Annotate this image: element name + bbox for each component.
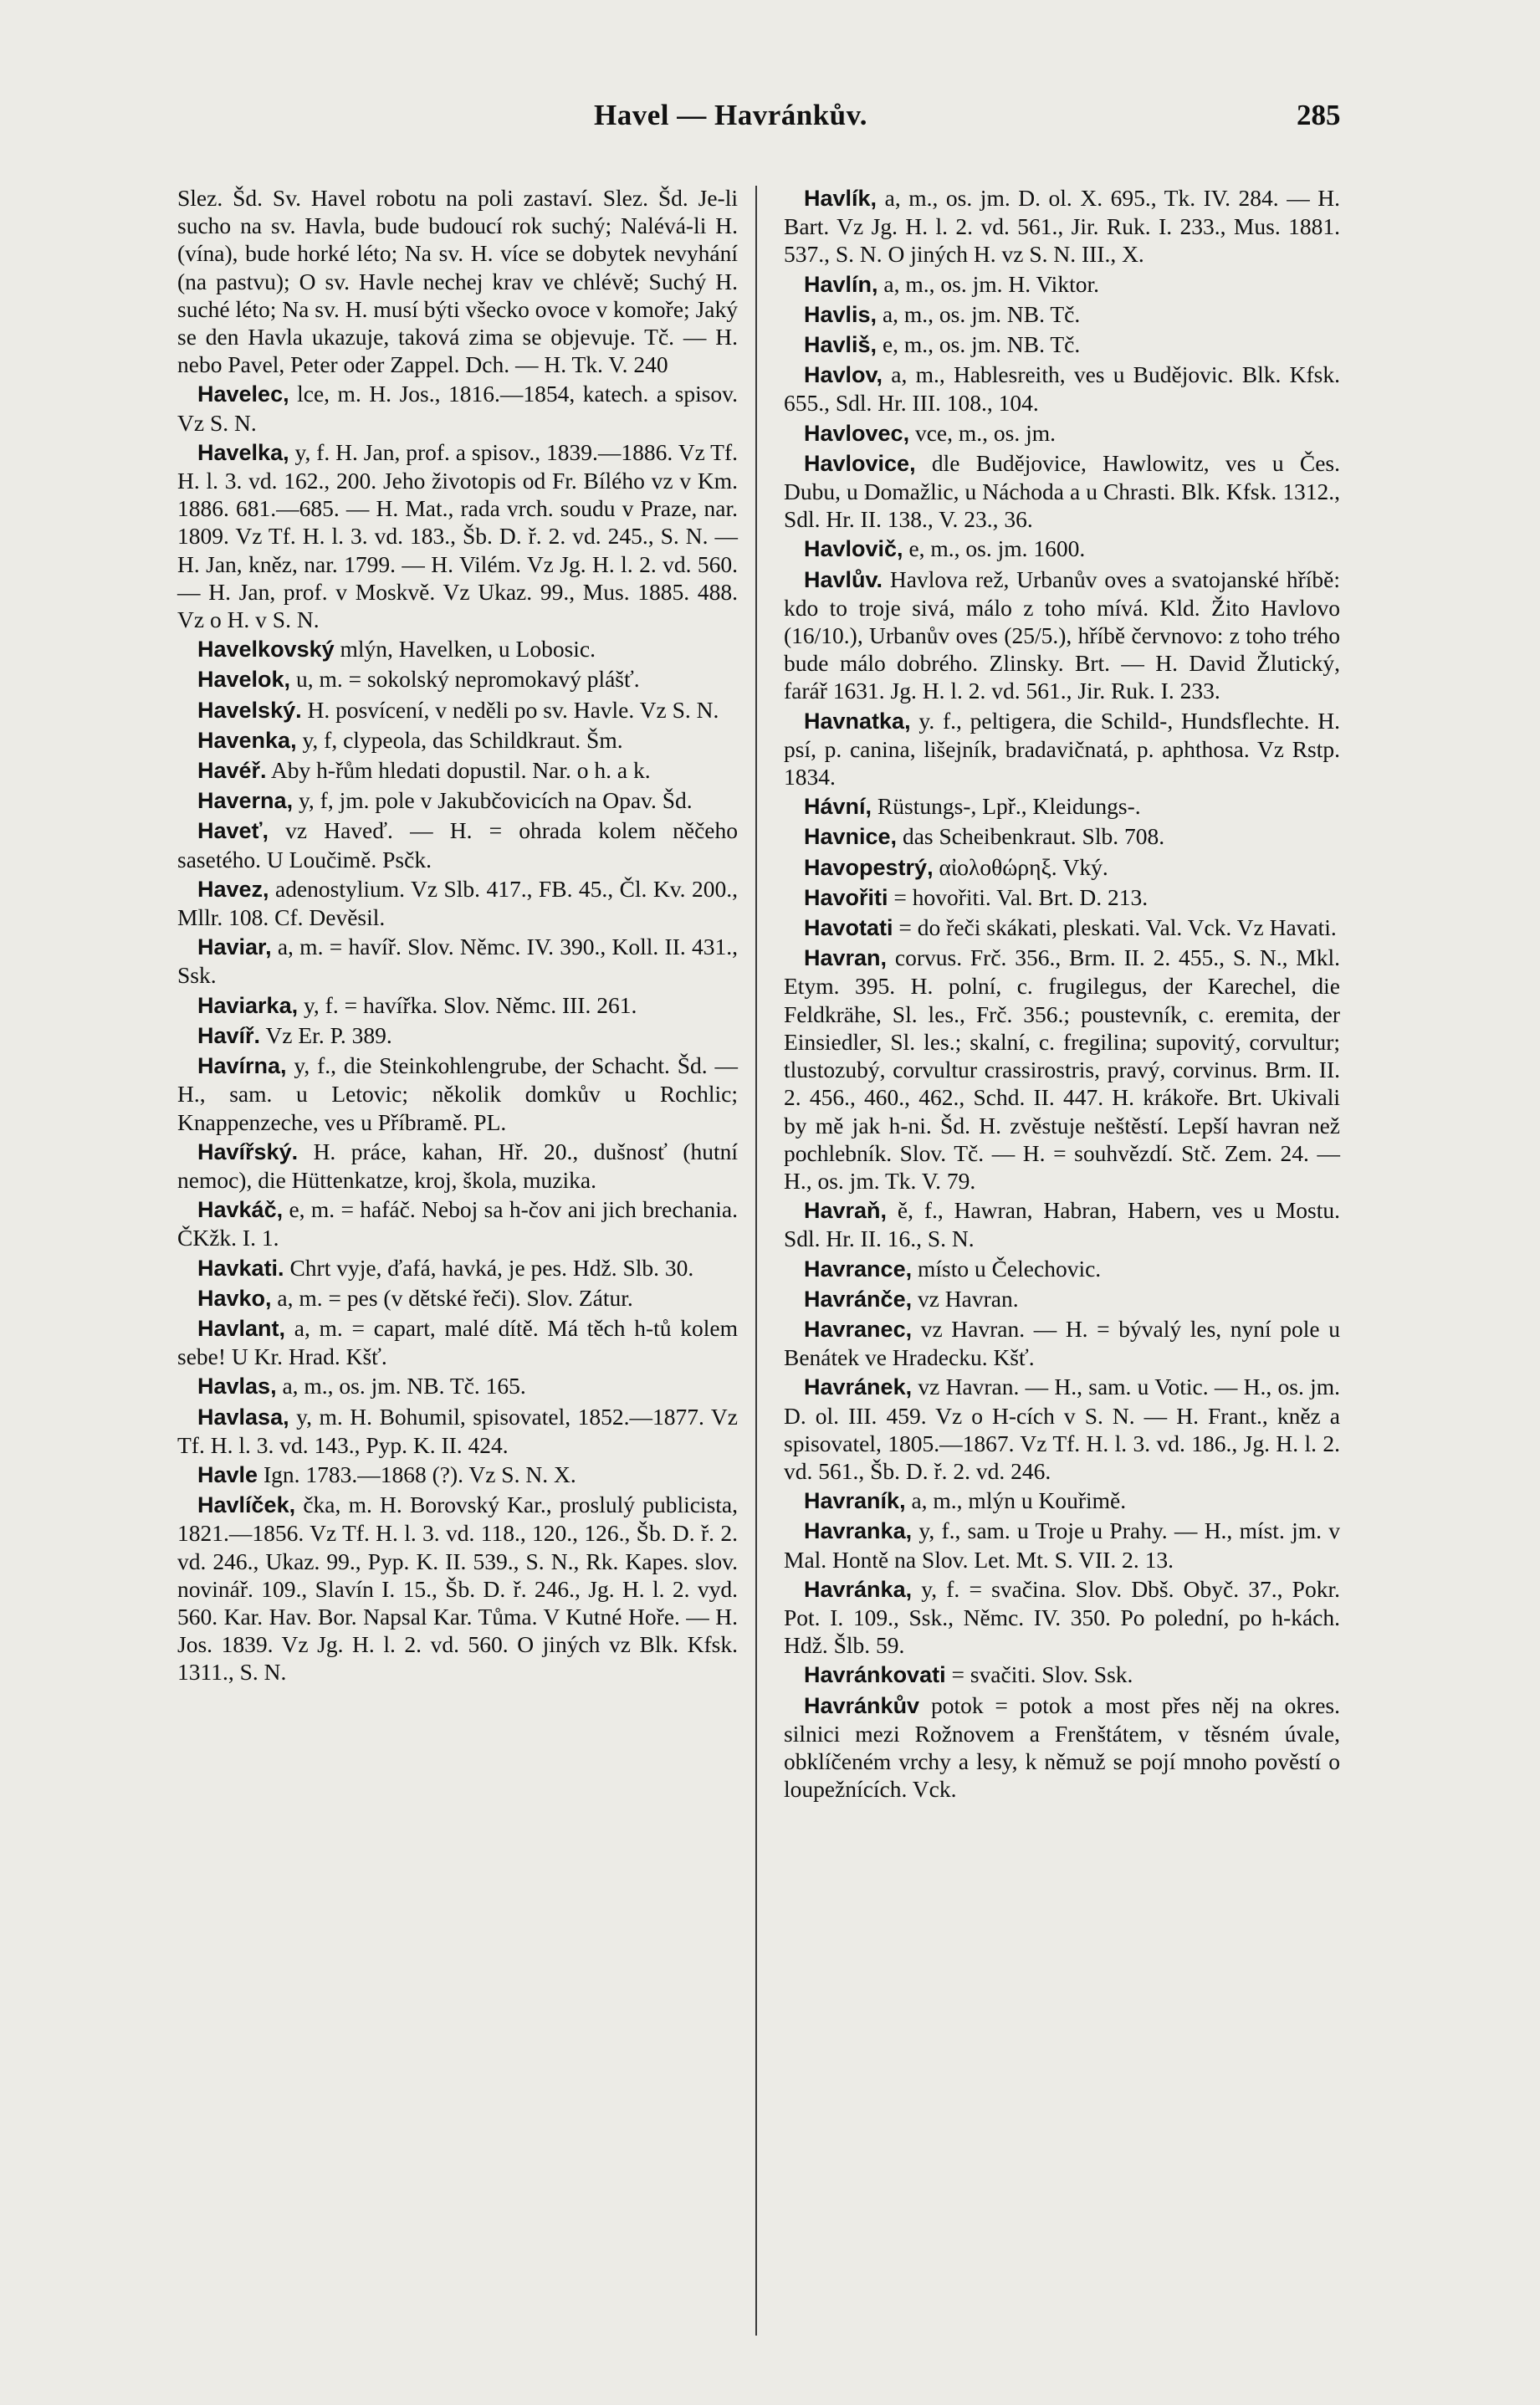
right-column	[784, 184, 1340, 1804]
dictionary-entry	[177, 380, 738, 436]
dictionary-entry	[784, 449, 1340, 534]
dictionary-entry	[177, 696, 738, 724]
dictionary-entry	[177, 786, 738, 815]
entry-text: vz Haveď. — H. = ohrada kolem něčeho sasetého. U Loučimě. Psčk.	[177, 817, 738, 872]
entry-text: lce, m. H. Jos., 1816.—1854, katech. a spisov. Vz S. N.	[177, 381, 738, 436]
entry-headword: Havenka,	[197, 727, 297, 753]
entry-headword: Havránka,	[804, 1576, 913, 1602]
dictionary-entry	[784, 707, 1340, 791]
entry-text: a, m., Hablesreith, ves u Budějovic. Blk. Kfsk. 655., Sdl. Hr. III. 108., 104.	[784, 361, 1341, 417]
entry-headword: Havlov,	[804, 362, 883, 388]
dictionary-entry	[177, 933, 738, 989]
dictionary-entry	[784, 913, 1340, 942]
dictionary-entry	[784, 1196, 1340, 1252]
entry-text: Slez. Šd. Sv. Havel robotu na poli zastaví. Slez. Šd. Je-li sucho na sv. Havla, bude budoucí rok suchý; Nalévá-li H. (vína), bude horké léto; Na sv. H. více se dobytek nevyhání (na pastvu); O sv. Havle nechej krav ve chlévě; Suchý H. suché léto; Na sv. H. musí býti všecko ovoce v komoře; Jaký se den Havla ukazuje, taková zima se objevuje. Tč. — H. nebo Pavel, Peter oder Zappel. Dch. — H. Tk. V. 240	[177, 185, 738, 378]
entry-text: Chrt vyje, ďafá, havká, je pes. Hdž. Slb. 30.	[289, 1254, 694, 1281]
entry-headword: Havkati.	[197, 1255, 284, 1281]
entry-headword: Havlín,	[804, 271, 878, 297]
entry-headword: Havránkovati	[804, 1662, 946, 1688]
entry-text: H. práce, kahan, Hř. 20., dušnosť (hutní nemoc), die Hüttenkatze, kroj, škola, muzika.	[177, 1138, 739, 1193]
entry-headword: Havran,	[804, 945, 888, 971]
entry-text: čka, m. H. Borovský Kar., proslulý publicista, 1821.—1856. Vz Tf. H. l. 3. vd. 118., 120., 126., Šb. D. ř. 2. vd. 246., Ukaz. 99., Pyp. K. II. 539., S. N., Rk. Kapes. slov. novinář. 109., Slavín I. 15., Šb. D. ř. 246., Jg. H. l. 2. vyd. 560. Kar. Hav. Bor. Napsal Kar. Tůma. V Kutné Hoře. — H. Jos. 1839. Vz Jg. H. l. 2. vd. 560. O jiných vz Blk. Kfsk. 1311., S. N.	[177, 1492, 738, 1686]
entry-headword: Havíř.	[197, 1022, 261, 1048]
entry-text: H. posvícení, v neděli po sv. Havle. Vz S. N.	[307, 696, 719, 723]
dictionary-entry	[177, 816, 738, 872]
entry-text: a, m. = havíř. Slov. Němc. IV. 390., Koll. II. 431., Ssk.	[177, 934, 738, 989]
dictionary-entry	[784, 535, 1340, 563]
entry-text: Vz Er. P. 389.	[265, 1021, 392, 1048]
dictionary-entry	[177, 1254, 738, 1282]
entry-headword: Havelka,	[197, 439, 289, 465]
dictionary-entry	[784, 853, 1340, 882]
entry-headword: Haverna,	[197, 788, 294, 814]
entry-headword: Havranka,	[804, 1518, 913, 1544]
dictionary-entry	[784, 883, 1340, 912]
dictionary-entry	[177, 1195, 738, 1251]
dictionary-entry	[784, 1373, 1340, 1485]
entry-text: potok = potok a most přes něj na okres. silnici mezi Rožnovem a Frenštátem, v těsném úvale, obklíčeném vrchy a lesy, k němuž se pojí mnoho pověstí o loupežnících. Vck.	[784, 1691, 1341, 1803]
entry-headword: Havko,	[197, 1285, 272, 1311]
dictionary-entry	[177, 1052, 738, 1136]
page-header	[0, 99, 1540, 149]
entry-text: a, m., os. jm. NB. Tč.	[882, 300, 1081, 327]
dictionary-entry	[784, 944, 1340, 1195]
entry-headword: Havořiti	[804, 884, 888, 910]
entry-headword: Havkáč,	[197, 1197, 284, 1223]
entry-text: u, m. = sokolský nepromokavý plášť.	[295, 666, 640, 693]
dictionary-entry	[784, 1660, 1340, 1689]
dictionary-entry	[784, 1255, 1340, 1283]
entry-headword: Havlis,	[804, 301, 877, 327]
entry-headword: Havnice,	[804, 824, 898, 850]
entry-headword: Havránče,	[804, 1286, 913, 1312]
entry-text: = svačiti. Slov. Ssk.	[951, 1661, 1133, 1688]
entry-headword: Havlovec,	[804, 420, 910, 446]
entry-headword: Havotati	[804, 915, 893, 941]
dictionary-entry	[784, 792, 1340, 821]
left-column	[177, 184, 738, 1688]
dictionary-entry	[177, 991, 738, 1020]
entry-headword: Havle	[197, 1461, 258, 1487]
entry-text: y, f, jm. pole v Jakubčovicích na Opav. Šd.	[298, 787, 693, 814]
dictionary-entry	[177, 184, 738, 378]
dictionary-entry	[177, 756, 738, 785]
entry-headword: Havírna,	[197, 1053, 287, 1079]
column-divider	[755, 186, 757, 2336]
dictionary-entry	[177, 1491, 738, 1686]
entry-headword: Havraník,	[804, 1488, 906, 1514]
dictionary-entry	[784, 330, 1340, 359]
entry-text: = do řeči skákati, pleskati. Val. Vck. Vz Havati.	[898, 914, 1337, 941]
dictionary-entry	[177, 1138, 738, 1194]
dictionary-entry	[784, 270, 1340, 299]
entry-text: ě, f., Hawran, Habran, Habern, ves u Mostu. Sdl. Hr. II. 16., S. N.	[784, 1197, 1340, 1252]
dictionary-entry	[177, 1021, 738, 1050]
dictionary-entry	[784, 184, 1340, 269]
entry-text: a, m., mlýn u Kouřimě.	[911, 1487, 1127, 1514]
entry-text: y. f., peltigera, die Schild-, Hundsflechte. H. psí, p. canina, lišejník, bradavičnatá, p. aphthosa. Vz Rstp. 1834.	[784, 707, 1340, 791]
entry-text: e, m. = hafáč. Neboj sa h-čov ani jich brechania. ČKžk. I. 1.	[177, 1196, 739, 1251]
entry-headword: Havířský.	[197, 1139, 299, 1164]
dictionary-entry	[784, 822, 1340, 851]
dictionary-entry	[784, 1486, 1340, 1515]
dictionary-entry	[784, 1315, 1340, 1371]
entry-text: vz Havran. — H. = bývalý les, nyní pole u Benátek ve Hradecku. Kšť.	[784, 1315, 1341, 1371]
entry-headword: Havranec,	[804, 1316, 913, 1342]
entry-text: y, f, clypeola, das Schildkraut. Šm.	[302, 726, 623, 753]
dictionary-entry	[177, 438, 738, 633]
dictionary-entry	[784, 1285, 1340, 1313]
entry-text: vz Havran.	[917, 1285, 1019, 1312]
dictionary-entry	[784, 419, 1340, 448]
dictionary-entry	[784, 1575, 1340, 1660]
entry-headword: Havelský.	[197, 697, 302, 723]
entry-headword: Havlovič,	[804, 536, 903, 562]
entry-text: e, m., os. jm. NB. Tč.	[882, 331, 1081, 358]
entry-headword: Haveť,	[197, 818, 269, 844]
entry-headword: Havlíček,	[197, 1492, 296, 1518]
entry-text: e, m., os. jm. 1600.	[908, 535, 1086, 562]
entry-text: Ign. 1783.—1868 (?). Vz S. N. X.	[263, 1461, 576, 1487]
entry-text: = hovořiti. Val. Brt. D. 213.	[893, 883, 1149, 910]
dictionary-entry	[177, 726, 738, 755]
entry-headword: Havelkovský	[197, 637, 335, 663]
dictionary-entry	[784, 361, 1340, 417]
entry-headword: Havlík,	[804, 186, 877, 211]
entry-headword: Havlasa,	[197, 1404, 289, 1430]
entry-text: a, m., os. jm. H. Viktor.	[883, 270, 1099, 297]
running-head: Havel — Havránkův.	[594, 99, 867, 131]
dictionary-entry	[784, 1517, 1340, 1573]
entry-text: αἰολοθώρηξ. Vký.	[939, 853, 1108, 880]
dictionary-entry	[177, 665, 738, 693]
entry-headword: Havlův.	[804, 566, 883, 592]
entry-headword: Havez,	[197, 876, 269, 902]
entry-text: mlýn, Havelken, u Lobosic.	[340, 636, 596, 663]
entry-headword: Havliš,	[804, 332, 877, 358]
entry-headword: Havopestrý,	[804, 854, 934, 880]
entry-text: místo u Čelechovic.	[917, 1255, 1102, 1282]
entry-text: Havlova rež, Urbanův oves a svatojanské hříbě: kdo to troje sivá, málo z toho mívá. Kld. Žito Havlovo (16/10.), Urbanův oves (25/5.), hříbě červnovo: z toho trého bude málo dobrého. Zlinsky. Brt. — H. David Žlutický, farář 1631. Jg. H. l. 2. vd. 561., Jir. Ruk. I. 233.	[784, 565, 1341, 704]
entry-headword: Haviarka,	[197, 992, 299, 1018]
dictionary-entry	[177, 1461, 738, 1489]
entry-text: corvus. Frč. 356., Brm. II. 2. 455., S. N., Mkl. Etym. 395. H. polní, c. frugilegus, der Karechel, die Feldkrähe, Sl. les., Frč. 356.; poustevník, c. eremita, der Einsiedler, Sl. les.; skalní, c. fregilina; supovitý, corvultur; tlustozubý, corvultur crassirostris, pravý, corvinus. Brm. II. 2. 456., 460., 462., Schd. II. 447. H. krákoře. Brt. Ukivali by mě jak h-ni. Šd. H. zvěstuje neštěstí. Lepší havran než pochlebník. Slov. Tč. — H. = souhvězdí. Stč. Zem. 24. — H., os. jm. Tk. V. 79.	[784, 944, 1340, 1194]
entry-text: y, m. H. Bohumil, spisovatel, 1852.—1877. Vz Tf. H. l. 3. vd. 143., Pyp. K. II. 424.	[177, 1403, 738, 1458]
dictionary-entry	[784, 1691, 1340, 1804]
entry-headword: Havlas,	[197, 1374, 277, 1400]
entry-headword: Havlant,	[197, 1315, 286, 1341]
dictionary-entry	[177, 1284, 738, 1313]
entry-headword: Havéř.	[197, 758, 267, 784]
entry-text: das Scheibenkraut. Slb. 708.	[902, 823, 1165, 850]
dictionary-entry	[177, 1403, 738, 1459]
dictionary-entry	[177, 875, 738, 931]
entry-text: dle Budějovice, Hawlowitz, ves u Čes. Dubu, u Domažlic, u Náchoda a u Chrasti. Blk. Kfsk. 1312., Sdl. Hr. II. 138., V. 23., 36.	[784, 449, 1341, 533]
dictionary-entry	[177, 635, 738, 663]
entry-text: Rüstungs-, Lpř., Kleidungs-.	[877, 793, 1141, 820]
entry-headword: Havránkův	[804, 1692, 920, 1718]
entry-text: y, f., sam. u Troje u Prahy. — H., míst. jm. v Mal. Hontě na Slov. Let. Mt. S. VII. 2. 13.	[784, 1517, 1340, 1573]
entry-text: a, m. = pes (v dětské řeči). Slov. Zátur.	[277, 1284, 633, 1311]
entry-text: Aby h-řům hledati dopustil. Nar. o h. a k.	[270, 757, 651, 784]
dictionary-entry	[784, 565, 1340, 705]
entry-headword: Havránek,	[804, 1374, 913, 1400]
page-number: 285	[1297, 99, 1341, 131]
entry-text: vz Havran. — H., sam. u Votic. — H., os. jm. D. ol. III. 459. Vz o H-cích v S. N. — H. Frant., kněz a spisovatel, 1805.—1867. Vz Tf. H. l. 3. vd. 186., Jg. H. l. 2. vd. 561., Šb. D. ř. 2. vd. 246.	[784, 1374, 1340, 1484]
entry-headword: Haviar,	[197, 934, 272, 960]
entry-text: vce, m., os. jm.	[914, 419, 1056, 446]
dictionary-entry	[177, 1314, 738, 1370]
entry-text: y, f., die Steinkohlengrube, der Schacht. Šd. — H., sam. u Letovic; několik domkův u Rochlic; Knappenzeche, ves u Příbramě. PL.	[177, 1052, 739, 1135]
entry-text: a, m., os. jm. NB. Tč. 165.	[282, 1373, 526, 1400]
entry-headword: Havelec,	[197, 381, 289, 407]
entry-text: y, f. = svačina. Slov. Dbš. Obyč. 37., Pokr. Pot. I. 109., Ssk., Němc. IV. 350. Po polední, po h-kách. Hdž. Šlb. 59.	[784, 1575, 1340, 1659]
entry-headword: Havrance,	[804, 1256, 913, 1282]
entry-headword: Havraň,	[804, 1198, 888, 1224]
entry-text: a, m., os. jm. D. ol. X. 695., Tk. IV. 284. — H. Bart. Vz Jg. H. l. 2. vd. 561., Jir. Ruk. I. 233., Mus. 1881. 537., S. N. O jiných H. vz S. N. III., X.	[784, 185, 1340, 268]
entry-headword: Havnatka,	[804, 708, 911, 734]
entry-headword: Havelok,	[197, 667, 291, 693]
entry-headword: Havlovice,	[804, 450, 916, 476]
entry-text: y, f. = havířka. Slov. Němc. III. 261.	[303, 991, 637, 1018]
dictionary-entry	[177, 1372, 738, 1400]
entry-text: a, m. = capart, malé dítě. Má těch h-tů kolem sebe! U Kr. Hrad. Kšť.	[177, 1314, 738, 1370]
entry-text: y, f. H. Jan, prof. a spisov., 1839.—1886. Vz Tf. H. l. 3. vd. 162., 200. Jeho životopis od Fr. Bílého vz v Km. 1886. 681.—685. — H. Mat., rada vrch. soudu v Praze, nar. 1809. Vz Tf. H. l. 3. vd. 183., Šb. D. ř. 2. vd. 245., S. N. — H. Jan, kněz, nar. 1799. — H. Vilém. Vz Jg. H. l. 2. vd. 560. — H. Jan, prof. v Moskvě. Vz Ukaz. 99., Mus. 1885. 488. Vz o H. v S. N.	[177, 438, 739, 633]
dictionary-entry	[784, 300, 1340, 329]
entry-text: adenostylium. Vz Slb. 417., FB. 45., Čl. Kv. 200., Mllr. 108. Cf. Devěsil.	[177, 875, 738, 931]
entry-headword: Hávní,	[804, 794, 872, 820]
